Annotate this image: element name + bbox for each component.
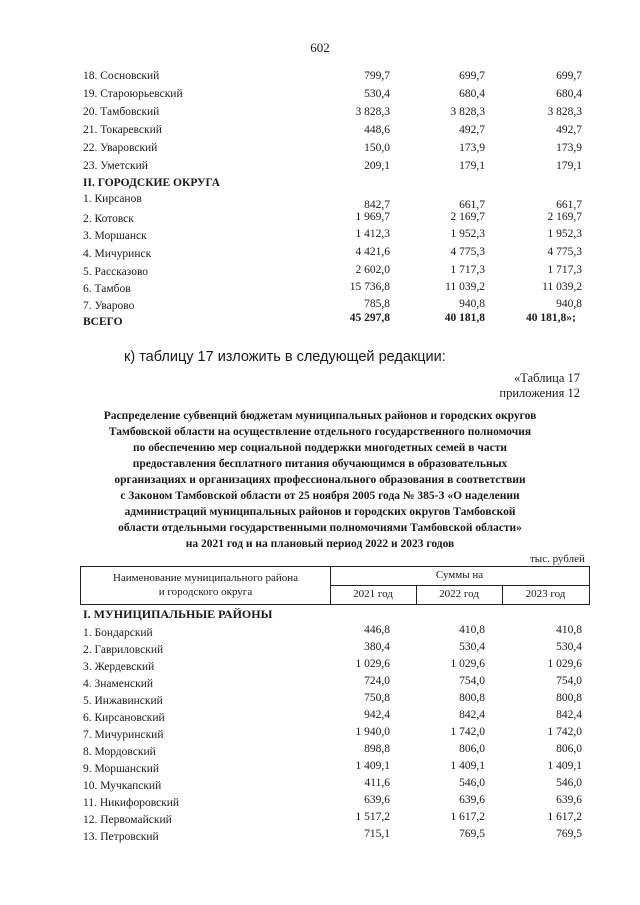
row-value-2022: 800,8 bbox=[459, 692, 485, 704]
row-value-2023: 842,4 bbox=[556, 709, 582, 721]
table-row bbox=[0, 777, 640, 794]
table-row bbox=[0, 709, 640, 726]
row-value-2021: 150,0 bbox=[364, 142, 390, 154]
row-value-2021: 1 517,2 bbox=[355, 811, 390, 823]
title-line: администраций муниципальных районов и городских округов Тамбовской bbox=[124, 506, 516, 518]
row-value-2023: 699,7 bbox=[556, 70, 582, 82]
row-value-2021: 4 421,6 bbox=[355, 246, 390, 258]
row-value-2022: 1 717,3 bbox=[450, 264, 485, 276]
row-name: 1. Кирсанов bbox=[83, 193, 142, 205]
row-name: 2. Котовск bbox=[83, 213, 134, 225]
units-label: тыс. рублей bbox=[530, 553, 585, 565]
row-value-2021: 842,7 bbox=[364, 199, 390, 211]
title-line: предоставления бесплатного питания обучающимся в образовательных bbox=[132, 458, 508, 470]
row-value-2023: 661,7 bbox=[556, 199, 582, 211]
row-value-2022: 1 029,6 bbox=[450, 658, 485, 670]
row-name: 4. Мичуринск bbox=[83, 248, 152, 260]
title-line: Тамбовской области на осуществление отдельного государственного полномочия bbox=[108, 426, 532, 438]
row-value-2021: 209,1 bbox=[364, 160, 390, 172]
table-row bbox=[0, 124, 640, 141]
row-value-2023: 3 828,3 bbox=[547, 106, 582, 118]
table-label-line2: приложения 12 bbox=[499, 386, 580, 400]
total-label: ВСЕГО bbox=[83, 316, 123, 328]
total-value-2023: 40 181,8»; bbox=[526, 312, 576, 324]
table-row bbox=[0, 264, 640, 281]
row-name: 4. Знаменский bbox=[83, 678, 154, 690]
row-value-2022: 806,0 bbox=[459, 743, 485, 755]
row-name: 7. Уварово bbox=[83, 300, 135, 312]
row-value-2023: 2 169,7 bbox=[547, 211, 582, 223]
row-value-2023: 1 409,1 bbox=[547, 760, 582, 772]
table-row bbox=[0, 106, 640, 123]
page-number: 602 bbox=[310, 40, 330, 55]
header-name-line2: и городского округа bbox=[158, 586, 253, 598]
header-divider bbox=[330, 585, 589, 586]
row-value-2022: 1 952,3 bbox=[450, 228, 485, 240]
title-line: организациях и организациях профессионального образования в соответствии bbox=[114, 474, 526, 486]
row-name: 5. Инжавинский bbox=[83, 695, 163, 707]
table-row bbox=[0, 211, 640, 228]
total-value-2021: 45 297,8 bbox=[349, 312, 390, 324]
row-value-2021: 750,8 bbox=[364, 692, 390, 704]
row-name: 1. Бондарский bbox=[83, 627, 153, 639]
row-value-2022: 11 039,2 bbox=[445, 281, 485, 293]
title-line: на 2021 год и на плановый период 2022 и 2023 годов bbox=[185, 538, 455, 550]
row-value-2021: 1 409,1 bbox=[355, 760, 390, 772]
row-value-2023: 546,0 bbox=[556, 777, 582, 789]
row-value-2022: 940,8 bbox=[459, 298, 485, 310]
row-value-2022: 1 742,0 bbox=[450, 726, 485, 738]
section-title: I. МУНИЦИПАЛЬНЫЕ РАЙОНЫ bbox=[83, 607, 273, 621]
row-name: 20. Тамбовский bbox=[83, 106, 160, 118]
amendment-paragraph: к) таблицу 17 изложить в следующей редакции: bbox=[124, 349, 446, 365]
table-row bbox=[0, 692, 640, 709]
table-row bbox=[0, 811, 640, 828]
row-value-2022: 530,4 bbox=[459, 641, 485, 653]
row-value-2022: 4 775,3 bbox=[450, 246, 485, 258]
row-value-2023: 11 039,2 bbox=[542, 281, 582, 293]
row-value-2021: 1 412,3 bbox=[355, 228, 390, 240]
table-row bbox=[0, 70, 640, 87]
row-value-2023: 940,8 bbox=[556, 298, 582, 310]
header-year-2021: 2021 год bbox=[353, 588, 393, 600]
row-value-2022: 410,8 bbox=[459, 624, 485, 636]
row-value-2023: 1 717,3 bbox=[547, 264, 582, 276]
row-name: 11. Никифоровский bbox=[83, 797, 180, 809]
row-name: 6. Тамбов bbox=[83, 283, 131, 295]
row-value-2022: 754,0 bbox=[459, 675, 485, 687]
row-name: 19. Староюрьевский bbox=[83, 88, 183, 100]
table-row bbox=[0, 760, 640, 777]
title-line: по обеспечению мер социальной поддержки многодетных семей в части bbox=[133, 442, 507, 454]
row-name: 10. Мучкапский bbox=[83, 780, 162, 792]
section-heading bbox=[0, 607, 640, 624]
row-value-2022: 1 617,2 bbox=[450, 811, 485, 823]
row-name: 5. Рассказово bbox=[83, 266, 149, 278]
row-value-2023: 530,4 bbox=[556, 641, 582, 653]
row-value-2021: 715,1 bbox=[364, 828, 390, 840]
row-value-2023: 410,8 bbox=[556, 624, 582, 636]
row-value-2022: 842,4 bbox=[459, 709, 485, 721]
row-value-2023: 1 029,6 bbox=[547, 658, 582, 670]
title-line: с Законом Тамбовской области от 25 ноября 2005 года № 385-З «О наделении bbox=[120, 490, 520, 502]
row-value-2022: 546,0 bbox=[459, 777, 485, 789]
row-value-2023: 1 617,2 bbox=[547, 811, 582, 823]
row-name: 18. Сосновский bbox=[83, 70, 160, 82]
row-name: 2. Гавриловский bbox=[83, 644, 164, 656]
row-value-2021: 799,7 bbox=[364, 70, 390, 82]
table-title bbox=[70, 408, 570, 552]
row-name: 22. Уваровский bbox=[83, 142, 158, 154]
row-value-2021: 380,4 bbox=[364, 641, 390, 653]
row-name: 7. Мичуринский bbox=[83, 729, 164, 741]
total-row bbox=[0, 312, 640, 329]
row-value-2022: 680,4 bbox=[459, 88, 485, 100]
row-value-2022: 173,9 bbox=[459, 142, 485, 154]
row-value-2023: 769,5 bbox=[556, 828, 582, 840]
row-value-2023: 1 952,3 bbox=[547, 228, 582, 240]
row-value-2022: 661,7 bbox=[459, 199, 485, 211]
row-name: 6. Кирсановский bbox=[83, 712, 165, 724]
row-value-2021: 530,4 bbox=[364, 88, 390, 100]
row-value-2021: 15 736,8 bbox=[349, 281, 390, 293]
table-row bbox=[0, 794, 640, 811]
row-name: 23. Уметский bbox=[83, 160, 148, 172]
row-value-2022: 179,1 bbox=[459, 160, 485, 172]
row-value-2022: 492,7 bbox=[459, 124, 485, 136]
row-value-2022: 639,6 bbox=[459, 794, 485, 806]
title-line: области отдельными государственными полномочиями Тамбовской области» bbox=[118, 522, 522, 534]
table-row bbox=[0, 246, 640, 263]
row-value-2021: 639,6 bbox=[364, 794, 390, 806]
row-value-2023: 680,4 bbox=[556, 88, 582, 100]
row-value-2023: 173,9 bbox=[556, 142, 582, 154]
row-value-2022: 1 409,1 bbox=[450, 760, 485, 772]
row-value-2021: 898,8 bbox=[364, 743, 390, 755]
table-row bbox=[0, 658, 640, 675]
row-name: 13. Петровский bbox=[83, 831, 159, 843]
row-value-2023: 4 775,3 bbox=[547, 246, 582, 258]
total-value-2022: 40 181,8 bbox=[444, 312, 485, 324]
row-value-2021: 3 828,3 bbox=[355, 106, 390, 118]
row-value-2023: 492,7 bbox=[556, 124, 582, 136]
row-value-2021: 942,4 bbox=[364, 709, 390, 721]
table-row bbox=[0, 743, 640, 760]
row-value-2021: 785,8 bbox=[364, 298, 390, 310]
table-row bbox=[0, 88, 640, 105]
table-header bbox=[80, 566, 590, 605]
header-name-line1: Наименование муниципального района bbox=[112, 572, 299, 584]
row-value-2023: 800,8 bbox=[556, 692, 582, 704]
row-value-2021: 1 969,7 bbox=[355, 211, 390, 223]
table-row bbox=[0, 142, 640, 159]
row-value-2022: 699,7 bbox=[459, 70, 485, 82]
table-row bbox=[0, 675, 640, 692]
row-value-2021: 448,6 bbox=[364, 124, 390, 136]
table-row bbox=[0, 624, 640, 641]
row-value-2022: 3 828,3 bbox=[450, 106, 485, 118]
table-row bbox=[0, 281, 640, 298]
table-label-line1: «Таблица 17 bbox=[514, 371, 580, 385]
row-name: 9. Моршанский bbox=[83, 763, 160, 775]
row-value-2021: 724,0 bbox=[364, 675, 390, 687]
row-value-2023: 806,0 bbox=[556, 743, 582, 755]
table-row bbox=[0, 193, 640, 210]
row-value-2021: 2 602,0 bbox=[355, 264, 390, 276]
row-value-2022: 769,5 bbox=[459, 828, 485, 840]
header-year-2022: 2022 год bbox=[439, 588, 479, 600]
row-value-2023: 639,6 bbox=[556, 794, 582, 806]
row-value-2021: 1 029,6 bbox=[355, 658, 390, 670]
table-row bbox=[0, 641, 640, 658]
title-line: Распределение субвенций бюджетам муниципальных районов и городских округов bbox=[103, 410, 537, 422]
table-row bbox=[0, 828, 640, 845]
row-value-2023: 754,0 bbox=[556, 675, 582, 687]
row-value-2023: 179,1 bbox=[556, 160, 582, 172]
row-name: 8. Мордовский bbox=[83, 746, 156, 758]
row-name: 21. Токаревский bbox=[83, 124, 162, 136]
row-value-2021: 1 940,0 bbox=[355, 726, 390, 738]
header-name-column bbox=[81, 571, 330, 599]
row-name: 3. Моршанск bbox=[83, 230, 147, 242]
header-year-2023: 2023 год bbox=[525, 588, 566, 600]
row-value-2021: 446,8 bbox=[364, 624, 390, 636]
row-value-2023: 1 742,0 bbox=[547, 726, 582, 738]
row-value-2021: 411,6 bbox=[364, 777, 390, 789]
row-name: 12. Первомайский bbox=[83, 814, 172, 826]
section-heading bbox=[0, 177, 640, 194]
table-label bbox=[468, 371, 580, 401]
table-row bbox=[0, 228, 640, 245]
table-row bbox=[0, 726, 640, 743]
row-name: 3. Жердевский bbox=[83, 661, 155, 673]
header-sums: Суммы на bbox=[435, 569, 484, 581]
table-row bbox=[0, 160, 640, 177]
section-title: II. ГОРОДСКИЕ ОКРУГА bbox=[83, 177, 220, 189]
row-value-2022: 2 169,7 bbox=[450, 211, 485, 223]
